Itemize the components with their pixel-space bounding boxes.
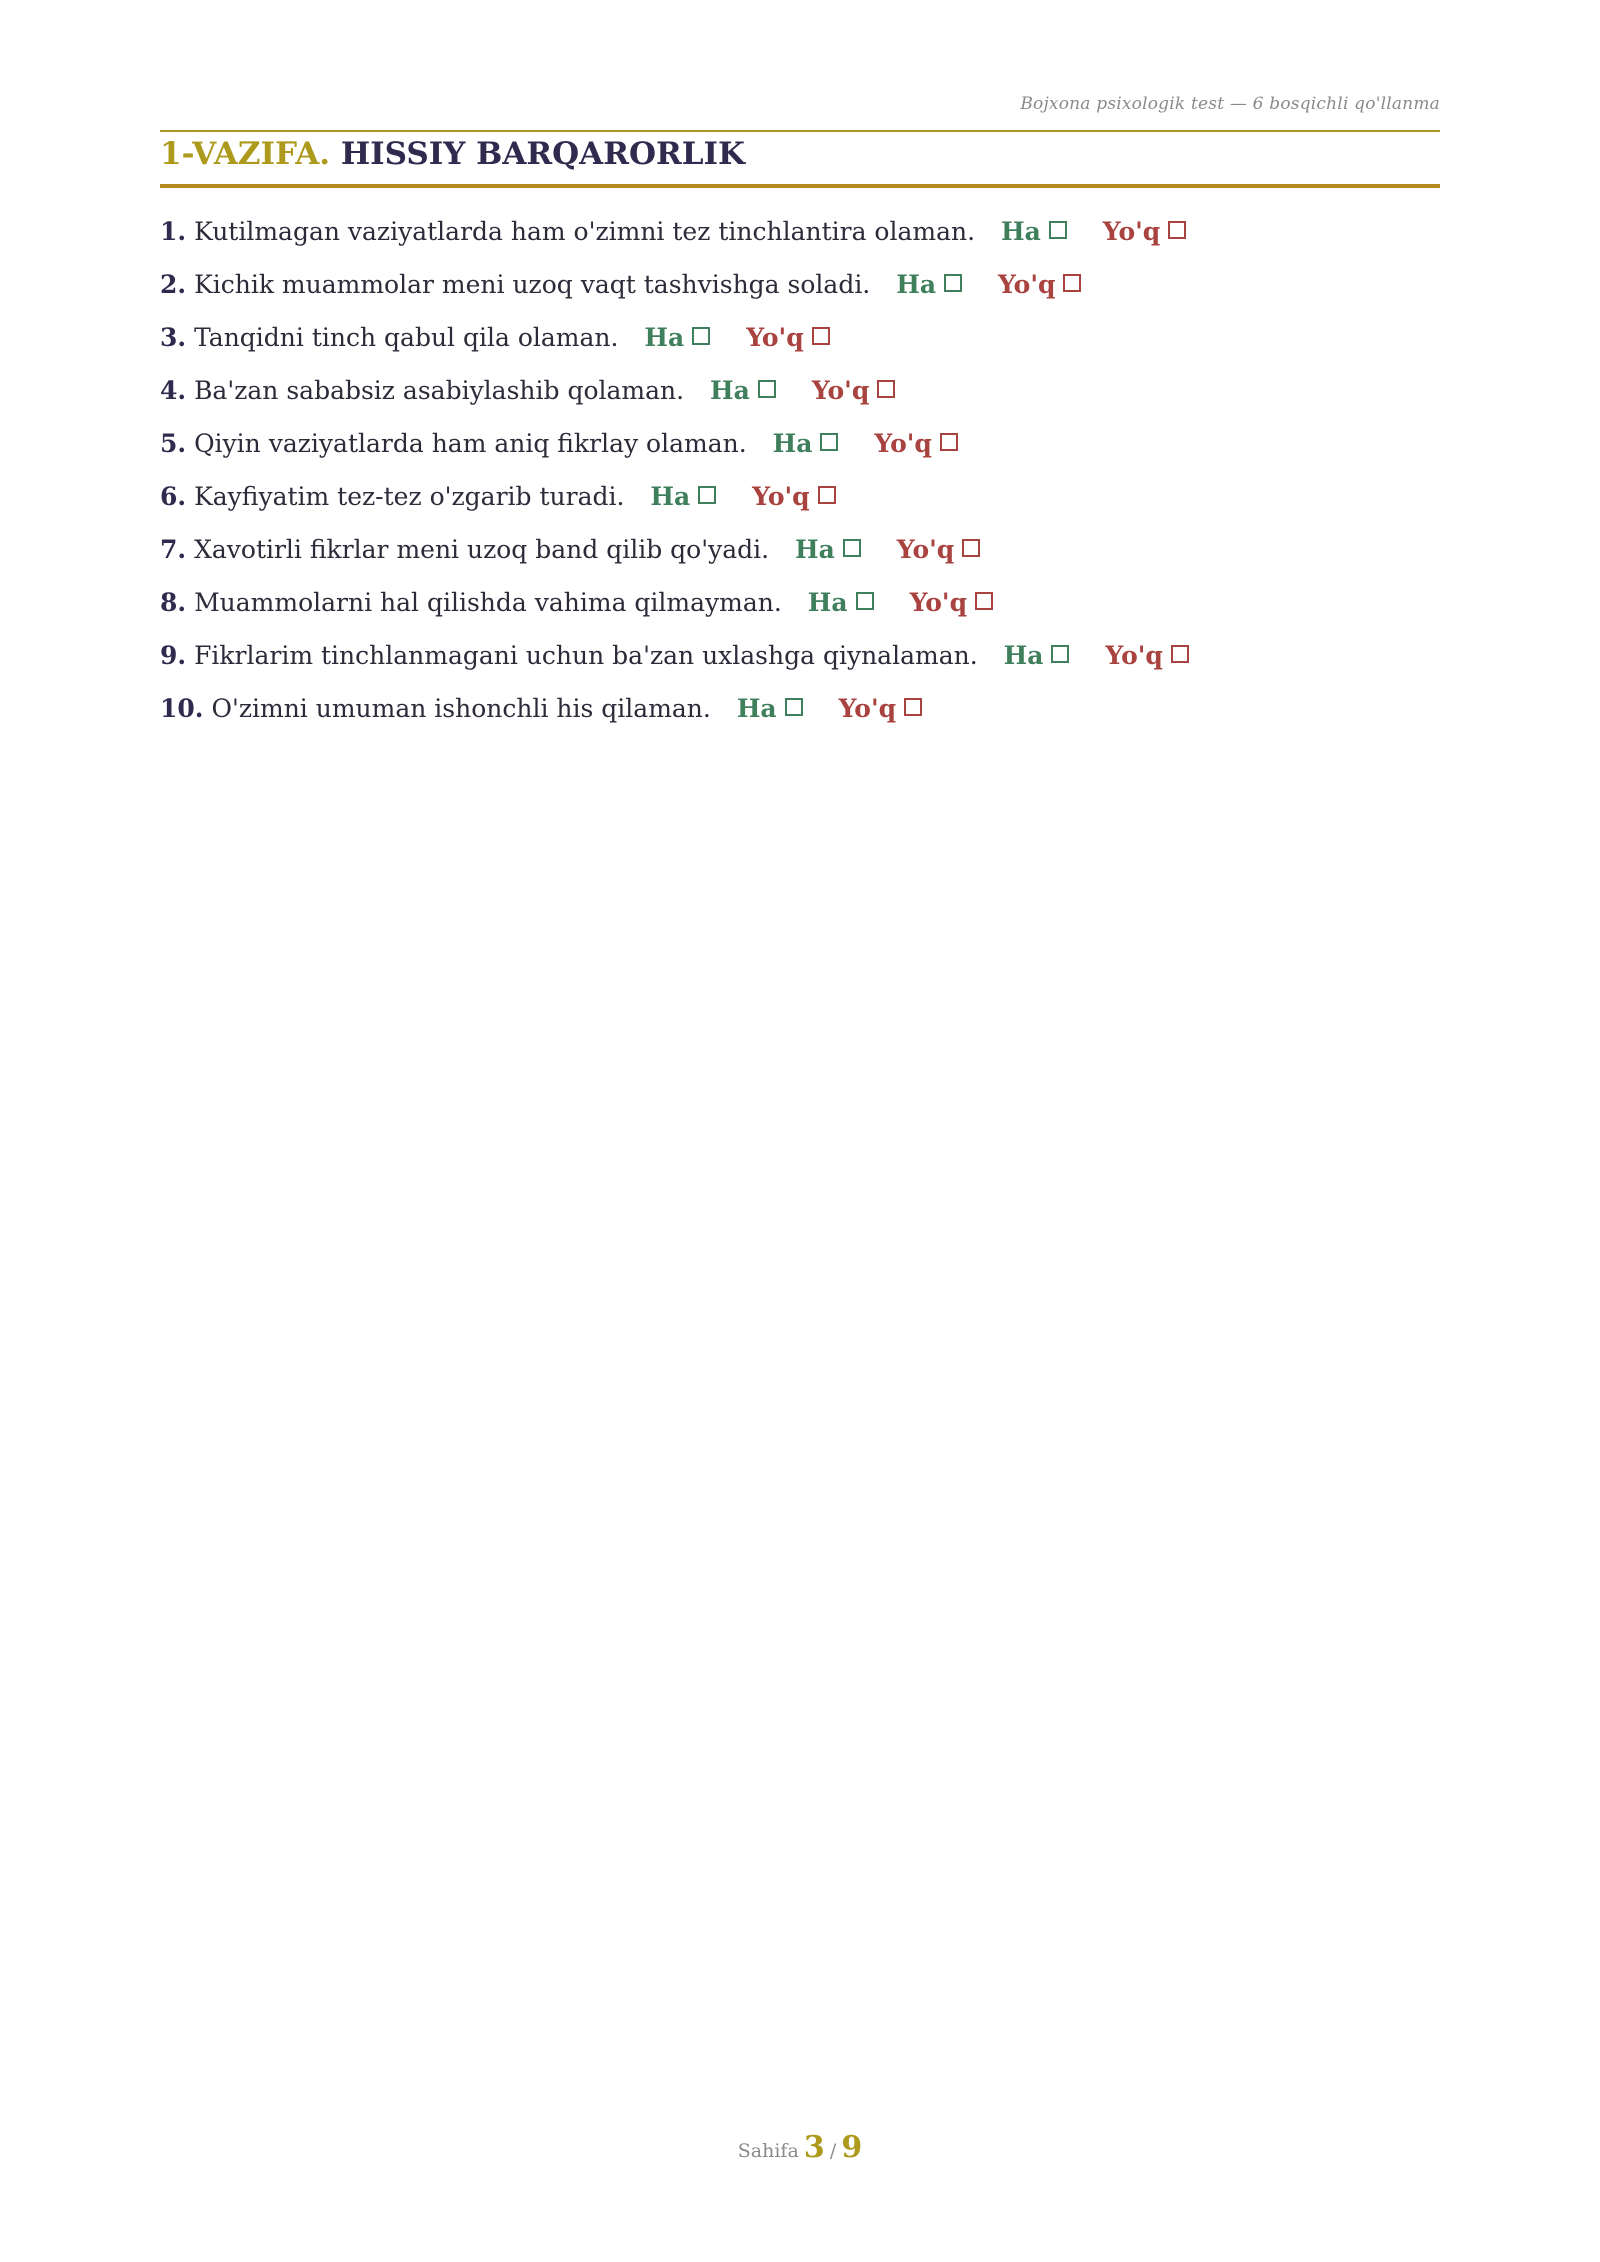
no-option[interactable]: [874, 426, 957, 462]
question-item: [160, 638, 1440, 691]
question-text: Qiyin vaziyatlarda ham aniq fikrlay olaman.: [194, 429, 747, 458]
no-checkbox[interactable]: [904, 698, 922, 716]
no-checkbox[interactable]: [812, 327, 830, 345]
header-divider: [160, 130, 1440, 132]
page-footer: [0, 2130, 1600, 2165]
question-text: Kichik muammolar meni uzoq vaqt tashvishga soladi.: [194, 270, 871, 299]
yes-option[interactable]: [644, 320, 710, 356]
page-label: Sahifa: [737, 2140, 799, 2162]
yes-checkbox[interactable]: [785, 698, 803, 716]
question-number: 3.: [160, 323, 187, 352]
yes-checkbox[interactable]: [692, 327, 710, 345]
yes-label: Ha: [896, 270, 937, 299]
question-text: Ba'zan sababsiz asabiylashib qolaman.: [194, 376, 685, 405]
yes-label: Ha: [650, 482, 691, 511]
no-label: Yo'q: [1102, 217, 1161, 246]
yes-checkbox[interactable]: [1049, 221, 1067, 239]
no-label: Yo'q: [752, 482, 810, 511]
title-divider: [160, 184, 1440, 188]
no-option[interactable]: [1103, 214, 1186, 250]
no-label: Yo'q: [998, 270, 1056, 299]
current-page-number: 3: [803, 2130, 825, 2165]
no-option[interactable]: [910, 585, 993, 621]
yes-checkbox[interactable]: [1051, 645, 1069, 663]
yes-option[interactable]: [808, 585, 874, 621]
no-label: Yo'q: [746, 323, 804, 352]
question-text: Kutilmagan vaziyatlarda ham o'zimni tez tinchlantira olaman.: [194, 217, 976, 246]
yes-label: Ha: [736, 694, 777, 723]
no-label: Yo'q: [1105, 641, 1163, 670]
yes-label: Ha: [710, 376, 750, 405]
total-pages-number: 9: [841, 2130, 863, 2165]
question-item: [160, 320, 1440, 373]
question-text: O'zimni umuman ishonchli his qilaman.: [211, 694, 711, 723]
question-item: [160, 532, 1440, 585]
running-header: Bojxona psixologik test — 6 bosqichli qo'llanma: [1020, 94, 1440, 114]
no-checkbox[interactable]: [975, 592, 993, 610]
no-checkbox[interactable]: [940, 433, 958, 451]
section-name: HISSIY BARQARORLIK: [340, 136, 745, 172]
question-number: 6.: [160, 482, 187, 511]
no-label: Yo'q: [896, 535, 955, 564]
no-checkbox[interactable]: [1171, 645, 1189, 663]
question-item: [160, 426, 1440, 479]
question-number: 10.: [160, 694, 204, 723]
yes-option[interactable]: [896, 267, 962, 303]
no-checkbox[interactable]: [1168, 221, 1186, 239]
no-option[interactable]: [746, 320, 829, 356]
question-item: [160, 691, 1440, 744]
question-number: 5.: [160, 429, 187, 458]
no-option[interactable]: [812, 373, 895, 409]
page-separator: /: [829, 2140, 837, 2162]
question-number: 2.: [160, 270, 187, 299]
no-option[interactable]: [897, 532, 980, 568]
no-checkbox[interactable]: [877, 380, 895, 398]
yes-checkbox[interactable]: [698, 486, 716, 504]
no-option[interactable]: [752, 479, 835, 515]
yes-label: Ha: [1001, 217, 1041, 246]
question-number: 8.: [160, 588, 187, 617]
question-text: Fikrlarim tinchlanmagani uchun ba'zan uxlashga qiynalaman.: [194, 641, 978, 670]
question-number: 7.: [160, 535, 187, 564]
yes-option[interactable]: [650, 479, 716, 515]
question-item: [160, 585, 1440, 638]
yes-checkbox[interactable]: [758, 380, 776, 398]
question-item: [160, 214, 1440, 267]
yes-checkbox[interactable]: [843, 539, 861, 557]
no-checkbox[interactable]: [818, 486, 836, 504]
no-label: Yo'q: [838, 694, 897, 723]
no-option[interactable]: [1105, 638, 1188, 674]
question-item: [160, 373, 1440, 426]
yes-checkbox[interactable]: [856, 592, 874, 610]
no-option[interactable]: [839, 691, 922, 727]
no-label: Yo'q: [909, 588, 968, 617]
no-checkbox[interactable]: [962, 539, 980, 557]
no-option[interactable]: [998, 267, 1081, 303]
question-list: [160, 214, 1440, 744]
no-label: Yo'q: [874, 429, 932, 458]
yes-label: Ha: [795, 535, 835, 564]
yes-label: Ha: [807, 588, 848, 617]
no-label: Yo'q: [811, 376, 870, 405]
yes-option[interactable]: [773, 426, 839, 462]
yes-option[interactable]: [1004, 638, 1070, 674]
question-item: [160, 267, 1440, 320]
yes-option[interactable]: [795, 532, 861, 568]
section-title: [160, 134, 745, 174]
yes-checkbox[interactable]: [820, 433, 838, 451]
yes-label: Ha: [644, 323, 685, 352]
yes-label: Ha: [1003, 641, 1044, 670]
yes-label: Ha: [772, 429, 813, 458]
question-number: 9.: [160, 641, 187, 670]
question-item: [160, 479, 1440, 532]
yes-option[interactable]: [737, 691, 803, 727]
yes-checkbox[interactable]: [944, 274, 962, 292]
question-number: 1.: [160, 217, 187, 246]
question-text: Kayfiyatim tez-tez o'zgarib turadi.: [194, 482, 625, 511]
question-number: 4.: [160, 376, 187, 405]
question-text: Xavotirli fikrlar meni uzoq band qilib qo'yadi.: [194, 535, 770, 564]
no-checkbox[interactable]: [1063, 274, 1081, 292]
yes-option[interactable]: [1001, 214, 1067, 250]
task-label: 1-VAZIFA.: [160, 136, 331, 172]
question-text: Tanqidni tinch qabul qila olaman.: [194, 323, 619, 352]
question-text: Muammolarni hal qilishda vahima qilmayman.: [194, 588, 782, 617]
yes-option[interactable]: [710, 373, 776, 409]
